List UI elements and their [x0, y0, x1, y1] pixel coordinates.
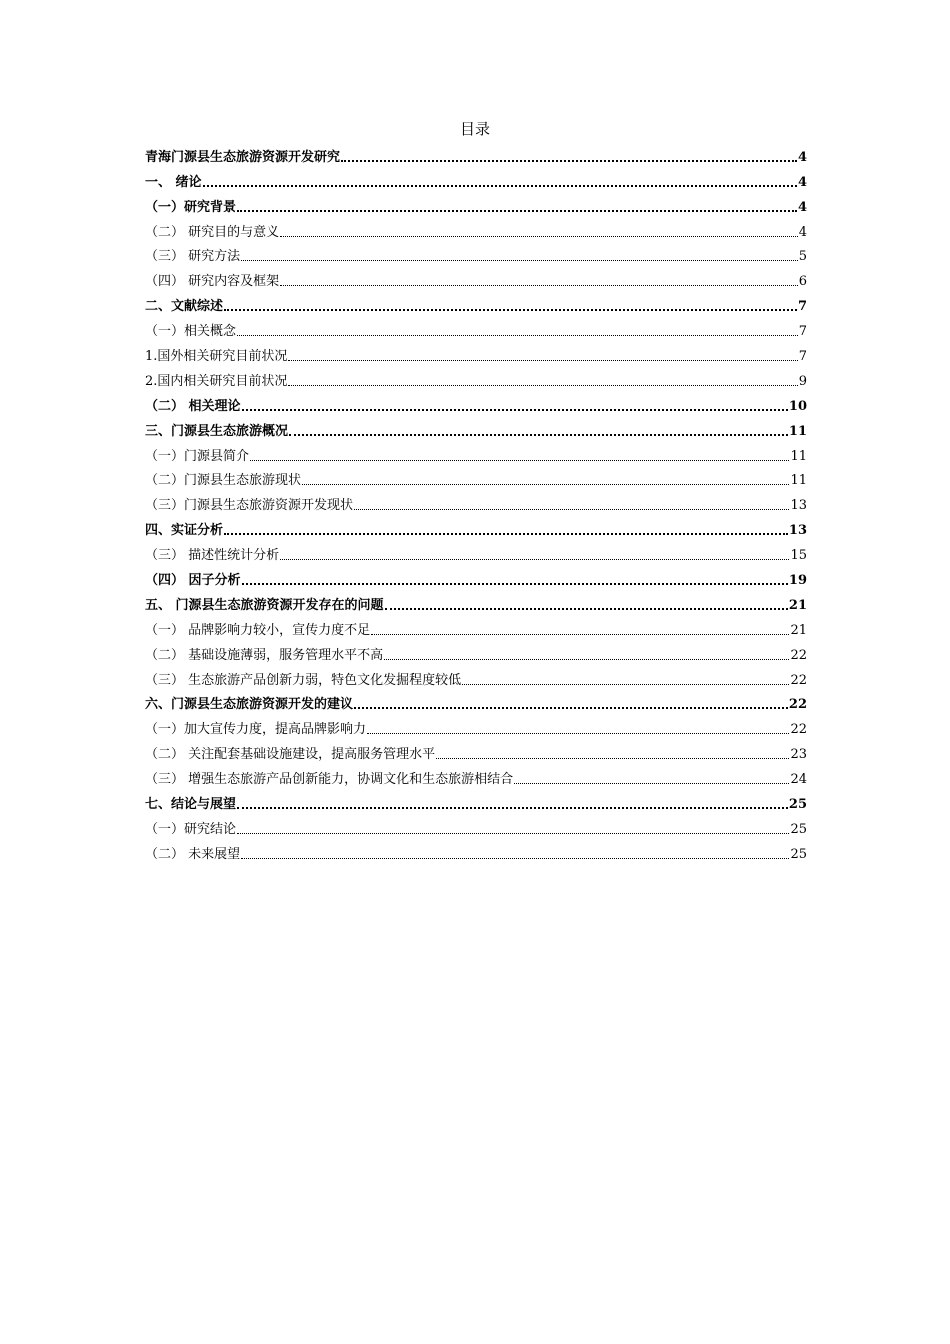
toc-dot-leader — [237, 335, 798, 336]
toc-entry[interactable] — [145, 267, 807, 292]
toc-dot-leader — [237, 807, 788, 809]
toc-title: 目录 — [459, 120, 490, 138]
toc-page-number: 13 — [790, 498, 807, 514]
toc-page-number: 13 — [788, 523, 807, 539]
toc-entry[interactable] — [145, 516, 807, 541]
toc-entry[interactable] — [145, 442, 807, 467]
toc-page-number: 25 — [788, 797, 807, 813]
toc-dot-leader — [280, 559, 789, 560]
toc-entry[interactable] — [145, 815, 807, 840]
toc-page-number: 22 — [790, 722, 807, 738]
toc-entry[interactable] — [145, 367, 807, 392]
toc-page-number: 7 — [798, 324, 807, 340]
toc-entry-label: 青海门源县生态旅游资源开发研究 — [145, 149, 341, 165]
toc-dot-leader — [280, 236, 798, 237]
toc-entry-label: （三） 增强生态旅游产品创新能力，协调文化和生态旅游相结合 — [145, 772, 514, 788]
toc-entry-label: （四） 因子分析 — [145, 573, 241, 589]
toc-page-number: 21 — [788, 597, 807, 613]
toc-dot-leader — [242, 409, 788, 411]
toc-entry-label: （三） 描述性统计分析 — [145, 548, 280, 564]
toc-entry[interactable] — [145, 591, 807, 616]
toc-entry-label: （三）门源县生态旅游资源开发现状 — [145, 498, 354, 514]
toc-entry-label: （二） 相关理论 — [145, 398, 241, 414]
toc-dot-leader — [514, 783, 789, 784]
toc-page-number: 21 — [790, 622, 807, 638]
toc-dot-leader — [203, 185, 797, 187]
toc-entry-label: 五、 门源县生态旅游资源开发存在的问题 — [145, 597, 384, 613]
toc-entry-label: 四、实证分析 — [145, 523, 224, 539]
toc-page-number: 24 — [790, 772, 807, 788]
toc-page-number: 22 — [788, 697, 807, 713]
toc-dot-leader — [237, 210, 797, 212]
toc-dot-leader — [224, 309, 797, 311]
toc-entry-label: （二） 研究目的与意义 — [145, 224, 280, 240]
toc-entry-label: 二、文献综述 — [145, 299, 224, 315]
toc-entry-label: 三、门源县生态旅游概况 — [145, 423, 289, 439]
toc-page-number: 23 — [790, 747, 807, 763]
toc-entry[interactable] — [145, 467, 807, 492]
toc-page-number: 15 — [790, 548, 807, 564]
toc-entry-label: （一）加大宣传力度，提高品牌影响力 — [145, 722, 367, 738]
toc-entry-label: （一）研究背景 — [145, 199, 237, 215]
toc-entry[interactable] — [145, 168, 807, 193]
toc-entry[interactable] — [145, 740, 807, 765]
toc-entry[interactable] — [145, 641, 807, 666]
toc-dot-leader — [302, 484, 789, 485]
toc-entry[interactable] — [145, 193, 807, 218]
toc-entry-label: （一）研究结论 — [145, 821, 237, 837]
toc-page-number: 25 — [790, 846, 807, 862]
toc-entry-label: （三） 研究方法 — [145, 249, 241, 265]
toc-entry-label: （三） 生态旅游产品创新力弱，特色文化发掘程度较低 — [145, 672, 462, 688]
toc-entry[interactable] — [145, 143, 807, 168]
toc-dot-leader — [371, 634, 789, 635]
toc-entry[interactable] — [145, 566, 807, 591]
toc-dot-leader — [367, 733, 789, 734]
toc-entry-label: （二） 未来展望 — [145, 846, 241, 862]
toc-page-number: 5 — [798, 249, 807, 265]
toc-entry[interactable] — [145, 790, 807, 815]
toc-page-number: 9 — [798, 373, 807, 389]
toc-entry[interactable] — [145, 691, 807, 716]
toc-entry[interactable] — [145, 765, 807, 790]
toc-dot-leader — [354, 707, 788, 709]
toc-page-number: 4 — [797, 149, 807, 165]
toc-entry-label: 1.国外相关研究目前状况 — [145, 349, 288, 365]
toc-page-number: 11 — [790, 448, 807, 464]
toc-dot-leader — [242, 583, 788, 585]
toc-dot-leader — [280, 285, 798, 286]
toc-entry[interactable] — [145, 292, 807, 317]
toc-entry-label: （一） 品牌影响力较小，宣传力度不足 — [145, 622, 371, 638]
toc-entry-label: （二） 基础设施薄弱，服务管理水平不高 — [145, 647, 384, 663]
toc-entry[interactable] — [145, 840, 807, 865]
toc-page-number: 19 — [788, 573, 807, 589]
toc-entry[interactable] — [145, 715, 807, 740]
toc-entry[interactable] — [145, 218, 807, 243]
toc-entry-label: 一、 绪论 — [145, 174, 202, 190]
toc-page-number: 11 — [790, 473, 807, 489]
toc-entry[interactable] — [145, 666, 807, 691]
toc-entry[interactable] — [145, 392, 807, 417]
toc-dot-leader — [384, 659, 789, 660]
toc-dot-leader — [354, 509, 789, 510]
toc-dot-leader — [436, 758, 789, 759]
toc-entry-label: 六、门源县生态旅游资源开发的建议 — [145, 697, 354, 713]
toc-page-number: 6 — [798, 274, 807, 290]
toc-dot-leader — [288, 360, 797, 361]
toc-dot-leader — [241, 858, 789, 859]
toc-dot-leader — [289, 434, 788, 436]
toc-entry[interactable] — [145, 417, 807, 442]
toc-entry-label: （一）相关概念 — [145, 324, 237, 340]
toc-dot-leader — [462, 684, 789, 685]
toc-dot-leader — [224, 533, 788, 535]
toc-entry-label: 2.国内相关研究目前状况 — [145, 373, 288, 389]
toc-entry-label: （二）门源县生态旅游现状 — [145, 473, 302, 489]
toc-page-number: 11 — [788, 423, 807, 439]
toc-page-number: 7 — [798, 349, 807, 365]
toc-entry[interactable] — [145, 342, 807, 367]
toc-page-number: 22 — [790, 647, 807, 663]
toc-entry[interactable] — [145, 541, 807, 566]
toc-page-number: 4 — [797, 199, 807, 215]
toc-entry-label: （四） 研究内容及框架 — [145, 274, 280, 290]
toc-dot-leader — [237, 833, 789, 834]
toc-entry[interactable] — [145, 491, 807, 516]
toc-page-number: 4 — [797, 174, 807, 190]
toc-entry-label: （一）门源县简介 — [145, 448, 250, 464]
toc-dot-leader — [250, 460, 789, 461]
toc-entry[interactable] — [145, 317, 807, 342]
toc-entry-label: 七、结论与展望 — [145, 797, 237, 813]
toc-entry[interactable] — [145, 243, 807, 268]
toc-list — [145, 143, 807, 865]
toc-page-number: 4 — [798, 224, 807, 240]
toc-entry-label: （二） 关注配套基础设施建设，提高服务管理水平 — [145, 747, 436, 763]
toc-dot-leader — [341, 160, 797, 162]
toc-page-number: 22 — [790, 672, 807, 688]
toc-page-number: 25 — [790, 821, 807, 837]
toc-page-number: 10 — [788, 398, 807, 414]
toc-entry[interactable] — [145, 616, 807, 641]
toc-dot-leader — [288, 385, 797, 386]
toc-dot-leader — [385, 608, 788, 610]
toc-dot-leader — [241, 260, 798, 261]
toc-page-number: 7 — [797, 299, 807, 315]
